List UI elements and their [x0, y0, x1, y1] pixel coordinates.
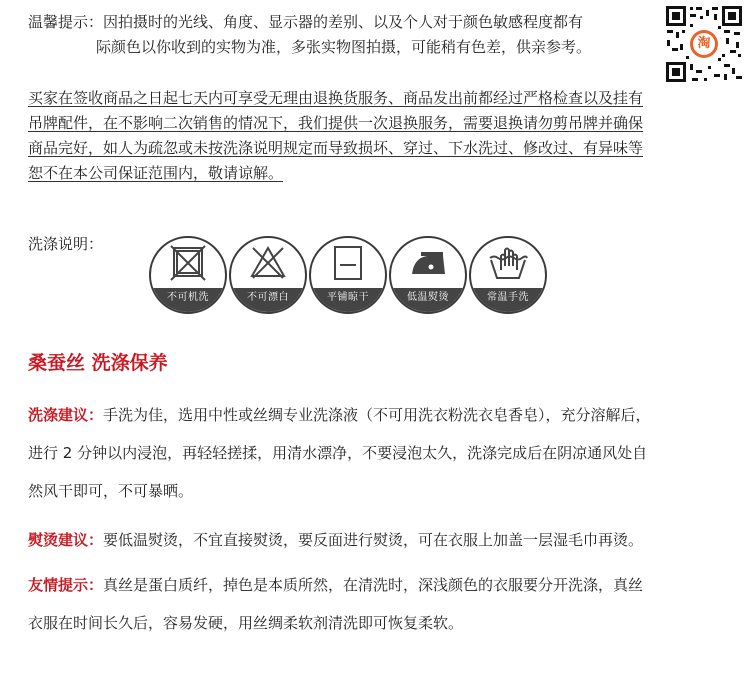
iron-advice-text: 要低温熨烫，不宜直接熨烫，要反面进行熨烫，可在衣服上加盖一层湿毛巾再烫。	[103, 531, 644, 549]
color-notice	[28, 10, 668, 60]
return-policy	[28, 86, 728, 186]
iron-advice-key: 熨烫建议：	[28, 531, 104, 549]
iron-advice	[28, 521, 732, 559]
wash-advice-line-3: 然风干即可，不可暴晒。	[28, 482, 194, 500]
policy-line-4: 恕不在本公司保证范围内，敬请谅解。	[28, 164, 284, 182]
wash-advice-line-1	[28, 396, 732, 434]
policy-line-1: 买家在签收商品之日起七天内可享受无理由退换货服务、商品发出前都经过严格检查以及挂有	[28, 89, 644, 107]
policy-line-2: 吊牌配件，在不影响二次销售的情况下，我们提供一次退换服务，需要退换请勿剪吊牌并确保	[28, 114, 644, 132]
wash-advice-text-1: 手洗为佳，选用中性或丝绸专业洗涤液（不可用洗衣粉洗衣皂香皂），充分溶解后，	[103, 406, 651, 424]
wash-advice	[28, 396, 732, 510]
low-iron-icon	[407, 244, 449, 282]
wash-caption: 低温熨烫	[391, 288, 465, 312]
wash-caption: 常温手洗	[471, 288, 545, 312]
friendly-tip-key: 友情提示：	[28, 576, 104, 594]
qr-code[interactable]	[664, 4, 744, 84]
wash-advice-line-2: 进行 2 分钟以内浸泡，再轻轻搓揉，用清水漂净，不要浸泡太久，洗涤完成后在阴凉通风处自	[28, 444, 648, 462]
dry-flat-icon	[327, 244, 369, 282]
no-bleach-icon	[247, 244, 289, 282]
wash-caption: 平铺晾干	[311, 288, 385, 312]
policy-line-3: 商品完好，如人为疏忽或未按洗涤说明规定而导致损坏、穿过、下水洗过、修改过、有异味等	[28, 139, 644, 157]
notice-line-1: 温馨提示：因拍摄时的光线、角度、显示器的差别、以及个人对于颜色敏感程度都有	[28, 13, 584, 31]
no-machine-wash-icon	[167, 244, 209, 282]
wash-icon-no-bleach	[229, 236, 307, 314]
washing-icons	[149, 236, 547, 314]
wash-icon-low-iron	[389, 236, 467, 314]
friendly-tip-line-1	[28, 566, 732, 604]
wash-icon-no-machine	[149, 236, 227, 314]
friendly-tip	[28, 566, 732, 642]
wash-caption: 不可漂白	[231, 288, 305, 312]
wash-icon-hand-wash	[469, 236, 547, 314]
washing-label: 洗涤说明：	[28, 235, 104, 253]
hand-wash-icon	[487, 244, 529, 282]
wash-icon-dry-flat	[309, 236, 387, 314]
care-title: 桑蚕丝 洗涤保养	[28, 352, 168, 374]
wash-caption: 不可机洗	[151, 288, 225, 312]
friendly-tip-line-2: 衣服在时间长久后，容易发硬，用丝绸柔软剂清洗即可恢复柔软。	[28, 614, 464, 632]
taobao-logo-text: 淘	[697, 36, 711, 51]
friendly-tip-text-1: 真丝是蛋白质纤，掉色是本质所然，在清洗时，深浅颜色的衣服要分开洗涤，真丝	[103, 576, 644, 594]
notice-line-2: 际颜色以你收到的实物为准，多张实物图拍摄，可能稍有色差，供亲参考。	[96, 38, 592, 56]
wash-advice-key: 洗涤建议：	[28, 406, 104, 424]
